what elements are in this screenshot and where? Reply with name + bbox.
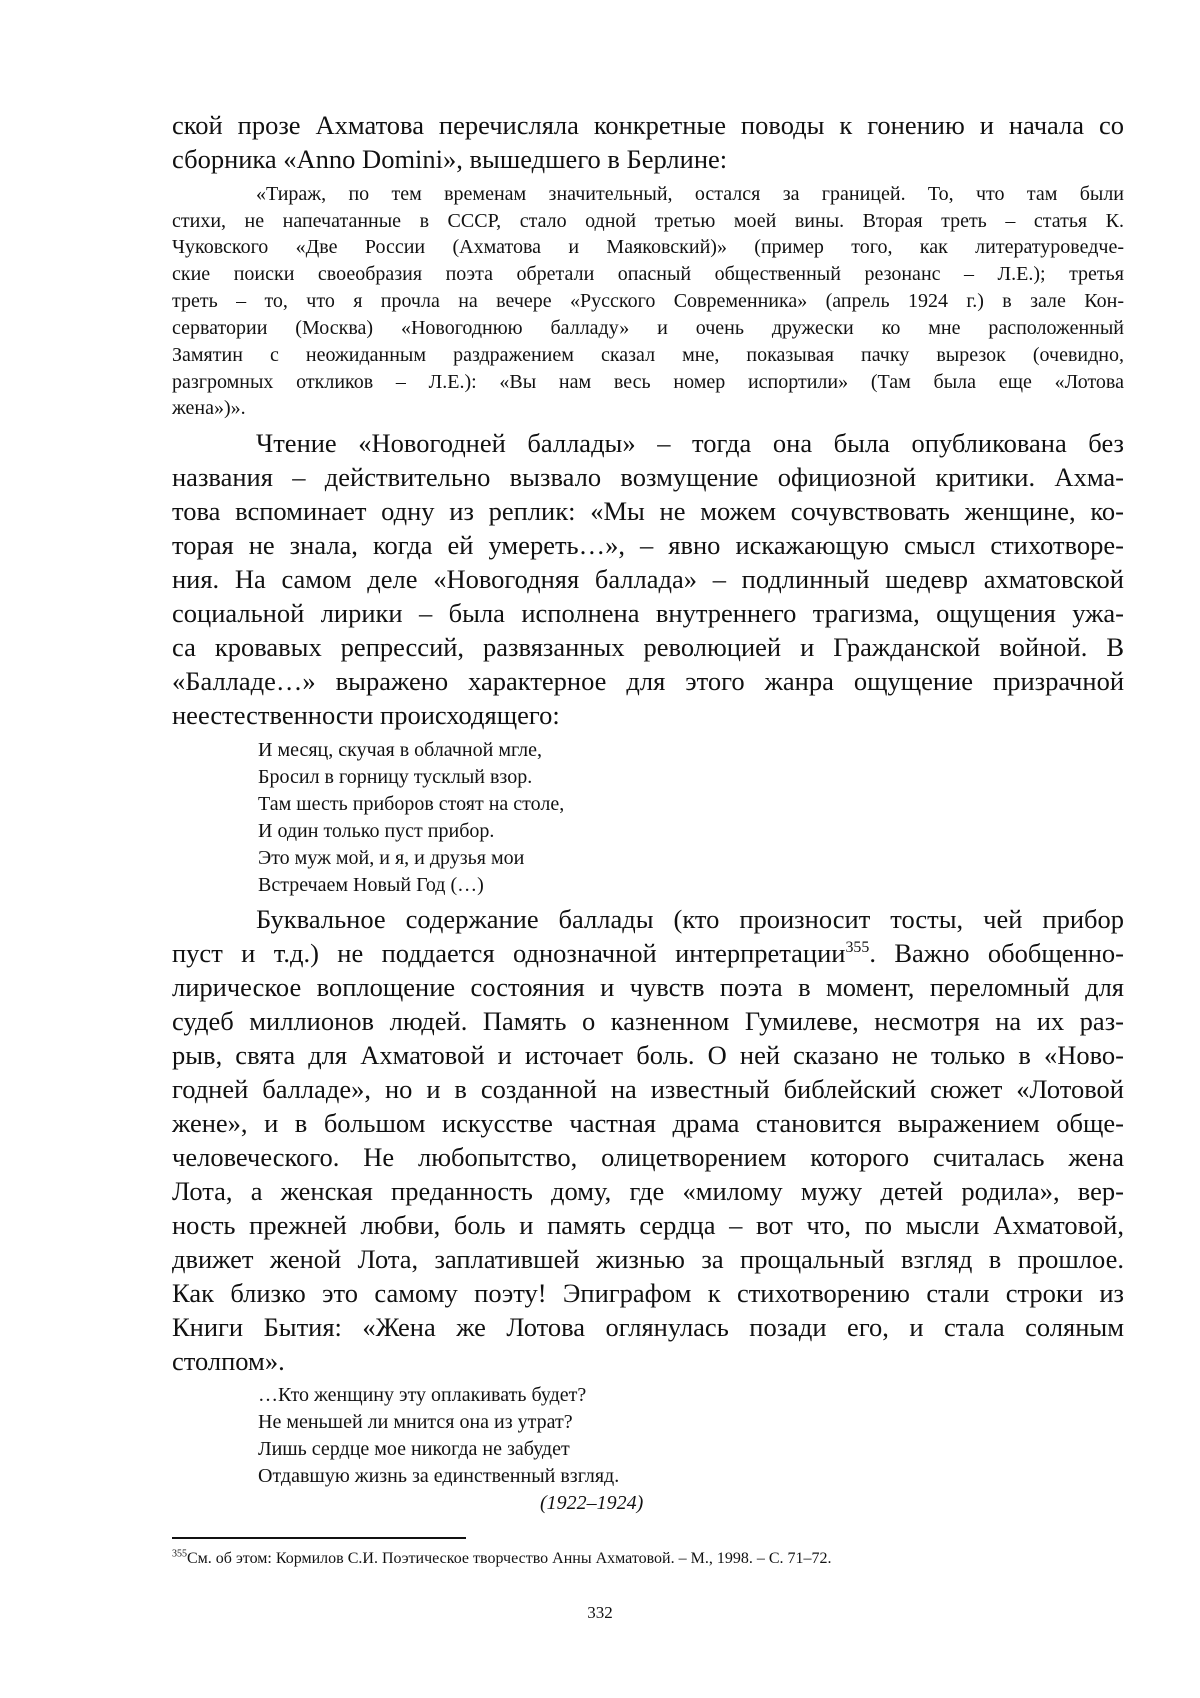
paragraph-text: . Важно обобщенно-	[869, 938, 1124, 968]
verse-line: Отдавшую жизнь за единственный взгляд.	[258, 1465, 620, 1487]
verse-line: Там шесть приборов стоят на столе,	[258, 793, 565, 815]
paragraph-line: торая не знала, когда ей умереть…», – явно искажающую смысл стихотворе-	[172, 530, 1124, 560]
paragraph-line: Лота, а женская преданность дому, где «милому мужу детей родила», вер-	[172, 1176, 1124, 1206]
paragraph-line: сборника «Anno Domini», вышедшего в Берлине:	[172, 144, 728, 174]
verse-line: И месяц, скучая в облачной мгле,	[258, 739, 543, 761]
quote-line: Замятин с неожиданным раздражением сказал мне, показывая пачку вырезок (очевидно,	[172, 344, 1124, 366]
paragraph-line: рыв, свята для Ахматовой и источает боль. О ней сказано не только в «Ново-	[172, 1040, 1124, 1070]
quote-line: ские поиски своеобразия поэта обретали опасный общественный резонанс – Л.Е.); третья	[172, 263, 1124, 285]
quote-line: серватории (Москва) «Новогоднюю балладу» и очень дружески ко мне расположенный	[172, 317, 1124, 339]
quote-line: стихи, не напечатанные в СССР, стало одной третью моей вины. Вторая треть – статья К.	[172, 210, 1124, 232]
poem-date: (1922–1924)	[540, 1492, 644, 1514]
paragraph-text: пуст и т.д.) не поддается однозначной интерпретации	[172, 938, 846, 968]
quote-line: треть – то, что я прочла на вечере «Русского Современника» (апрель 1924 г.) в зале Кон-	[172, 290, 1124, 312]
verse-line: Это муж мой, и я, и друзья мои	[258, 847, 525, 869]
quote-line: Чуковского «Две России (Ахматова и Маяковский)» (пример того, как литературоведче-	[172, 236, 1124, 258]
verse-line: …Кто женщину эту оплакивать будет?	[258, 1384, 587, 1406]
paragraph-line: социальной лирики – была исполнена внутреннего трагизма, ощущения ужа-	[172, 598, 1124, 628]
paragraph-line: ность прежней любви, боль и память сердца – вот что, по мысли Ахматовой,	[172, 1210, 1124, 1240]
page-number: 332	[587, 1603, 613, 1622]
footnote-number: 355	[172, 1548, 187, 1560]
paragraph-line: человеческого. Не любопытство, олицетворением которого считалась жена	[172, 1142, 1124, 1172]
quote-line: разгромных откликов – Л.Е.): «Вы нам весь номер испортили» (Там была еще «Лотова	[172, 371, 1124, 393]
paragraph-line: Чтение «Новогодней баллады» – тогда она была опубликована без	[256, 428, 1124, 458]
footnote-text: См. об этом: Кормилов С.И. Поэтическое творчество Анны Ахматовой. – М., 1998. – С. 71–72.	[187, 1550, 832, 1567]
paragraph-line: ской прозе Ахматова перечисляла конкретные поводы к гонению и начала со	[172, 110, 1124, 140]
paragraph-line: са кровавых репрессий, развязанных революцией и Гражданской войной. В	[172, 632, 1124, 662]
paragraph-line: движет женой Лота, заплатившей жизнью за прощальный взгляд в прошлое.	[172, 1244, 1124, 1274]
paragraph-line: лирическое воплощение состояния и чувств поэта в момент, переломный для	[172, 972, 1124, 1002]
paragraph-line: Книги Бытия: «Жена же Лотова оглянулась позади его, и стала соляным	[172, 1312, 1124, 1342]
footnote-divider	[172, 1537, 466, 1539]
footnote	[172, 1550, 832, 1568]
paragraph-line: неестественности происходящего:	[172, 700, 560, 730]
footnote-reference[interactable]: 355	[845, 939, 870, 957]
paragraph-line: това вспоминает одну из реплик: «Мы не можем сочувствовать женщине, ко-	[172, 496, 1124, 526]
quote-line: «Тираж, по тем временам значительный, остался за границей. То, что там были	[256, 183, 1124, 205]
verse-line: И один только пуст прибор.	[258, 820, 495, 842]
paragraph-line: жене», и в большом искусстве частная драма становится выражением обще-	[172, 1108, 1124, 1138]
paragraph-line: Как близко это самому поэту! Эпиграфом к стихотворению стали строки из	[172, 1278, 1124, 1308]
paragraph-line: столпом».	[172, 1346, 285, 1376]
paragraph-line: названия – действительно вызвало возмущение официозной критики. Ахма-	[172, 462, 1124, 492]
paragraph-line: ния. На самом деле «Новогодняя баллада» – подлинный шедевр ахматовской	[172, 564, 1124, 594]
quote-line: жена»)».	[172, 397, 246, 419]
paragraph-line: «Балладе…» выражено характерное для этого жанра ощущение призрачной	[172, 666, 1124, 696]
paragraph-line: Буквальное содержание баллады (кто произносит тосты, чей прибор	[256, 904, 1124, 934]
verse-line: Встречаем Новый Год (…)	[258, 874, 484, 896]
verse-line: Не меньшей ли мнится она из утрат?	[258, 1411, 573, 1433]
paragraph-line: годней балладе», но и в созданной на известный библейский сюжет «Лотовой	[172, 1074, 1124, 1104]
verse-line: Лишь сердце мое никогда не забудет	[258, 1438, 570, 1460]
verse-line: Бросил в горницу тусклый взор.	[258, 766, 533, 788]
paragraph-line	[172, 938, 1124, 969]
paragraph-line: судеб миллионов людей. Память о казненном Гумилеве, несмотря на их раз-	[172, 1006, 1124, 1036]
